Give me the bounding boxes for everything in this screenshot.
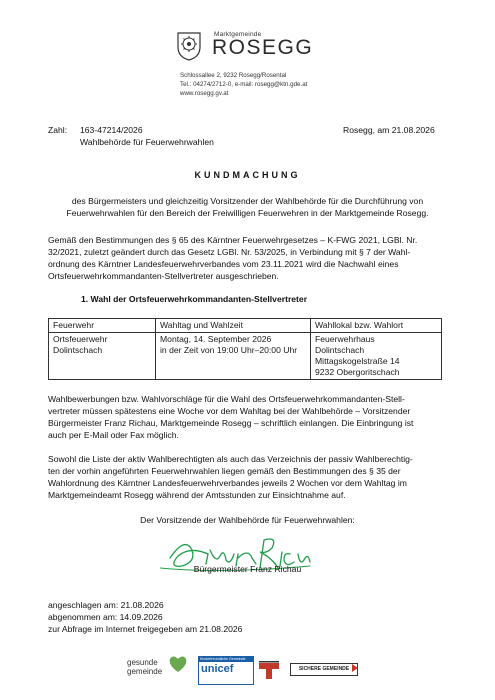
heart-icon — [167, 654, 189, 679]
cell-line: Montag, 14. September 2026 — [160, 334, 272, 344]
municipal-crest-icon — [176, 31, 202, 61]
authority-name: Wahlbehörde für Feuerwehrwahlen — [80, 137, 214, 147]
table-cell-wahltag — [156, 333, 311, 380]
shield-logo-icon — [258, 660, 280, 685]
paragraph-line: Sowohl die Liste der aktiv Wahlberechtigten als auch das Verzeichnis der passiv Wahlberechtig- — [48, 454, 413, 464]
paragraph-line: Marktgemeindeamt Rosegg während der Amtsstunden zur Einsichtnahme auf. — [48, 490, 346, 500]
paragraph-line: ten der vorhin angeführten Feuerwehrwahlen liegen gemäß den Bestimmungen des § 35 der — [48, 466, 401, 476]
paragraph-line: Bürgermeister Franz Richau, Marktgemeinde Rosegg – schriftlich einlangen. Die Einbringung ist — [48, 418, 414, 428]
table-row — [49, 333, 442, 380]
place-date: Rosegg, am 21.08.2026 — [343, 125, 435, 135]
table-header-cell: Feuerwehr — [49, 319, 156, 333]
cell-line: 9232 Obergoritschach — [315, 367, 400, 377]
table-header-cell: Wahltag und Wahlzeit — [156, 319, 311, 333]
org-type-label: Marktgemeinde — [214, 31, 262, 38]
table-cell-wahllokal — [311, 333, 442, 380]
cell-line: Mittagskogelstraße 14 — [315, 356, 400, 366]
cell-line: Dolintschach — [315, 345, 365, 355]
cell-line: Ortsfeuerwehr — [53, 334, 108, 344]
legal-paragraph-line: Gemäß den Bestimmungen des § 65 des Kärntner Feuerwehrgesetzes – K-FWG 2021, LGBl. Nr. — [48, 235, 418, 245]
legal-paragraph-line: Ortsfeuerwehrkommandanten-Stellvertreter ausgeschrieben. — [48, 271, 279, 281]
unicef-logo — [198, 656, 254, 685]
legal-paragraph-line: ordnung des Kärntner Landesfeuerwehrverbandes vom 23.11.2021 wird die Nachwahl eines — [48, 259, 399, 269]
table-cell-feuerwehr — [49, 333, 156, 380]
cell-line: Feuerwehrhaus — [315, 334, 375, 344]
section-heading: 1. Wahl der Ortsfeuerwehrkommandanten-Stellvertreter — [81, 294, 308, 304]
election-table — [48, 318, 442, 380]
address-line: Schlossallee 2, 9232 Rosegg/Rosental — [180, 72, 287, 79]
cell-line: Dolintschach — [53, 345, 103, 355]
sichere-gemeinde-badge: SICHERE GEMEINDE — [290, 663, 358, 676]
table-header-row — [49, 319, 442, 333]
paragraph-line: Wahlordnung des Kärntner Landesfeuerwehrverbandes jeweils 2 Wochen vor dem Wahltag im — [48, 478, 407, 488]
org-name: ROSEGG — [212, 36, 314, 59]
paragraph-line: vertreter müssen spätestens eine Woche vor dem Wahltag bei der Wahlbehörde – Vorsitzender — [48, 406, 411, 416]
unicef-name: unicef — [201, 663, 234, 675]
intro-line: des Bürgermeisters und gleichzeitig Vorsitzender der Wahlbehörde für die Durchführung von — [71, 196, 424, 206]
zahl-value: 163-47214/2026 — [80, 125, 143, 135]
paragraph-line: Wahlbewerbungen bzw. Wahlvorschläge für die Wahl des Ortsfeuerwehrkommandanten-Stell- — [48, 394, 405, 404]
badge-arrow-icon — [352, 664, 358, 672]
closing-line: Der Vorsitzende der Wahlbehörde für Feuerwehrwahlen: — [140, 515, 355, 525]
intro-line: Feuerwehrwahlen für den Bereich der Freiwilligen Feuerwehren in der Marktgemeinde Rosegg. — [66, 208, 429, 218]
posting-line: angeschlagen am: 21.08.2026 — [48, 600, 164, 610]
signatory-name: Bürgermeister Franz Richau — [193, 564, 302, 574]
gesunde-logo-text: gesunde — [127, 658, 158, 667]
gesunde-logo-text: gemeinde — [127, 667, 163, 676]
posting-line: abgenommen am: 14.09.2026 — [48, 612, 163, 622]
document-title: KUNDMACHUNG — [194, 170, 301, 180]
table-header-cell: Wahllokal bzw. Wahlort — [311, 319, 442, 333]
cell-line: in der Zeit von 19:00 Uhr–20:00 Uhr — [160, 345, 298, 355]
zahl-label: Zahl: — [48, 125, 68, 135]
posting-line: zur Abfrage im Internet freigegeben am 21.08.2026 — [48, 624, 243, 634]
unicef-small-text: Kinderfreundliche Gemeinde — [199, 657, 253, 662]
contact-line: Tel.: 04274/2712-0, e-mail: rosegg@ktn.gde.at — [180, 81, 308, 88]
website-line: www.rosegg.gv.at — [180, 90, 229, 97]
paragraph-line: auch per E-Mail oder Fax möglich. — [48, 430, 179, 440]
legal-paragraph-line: 32/2021, zuletzt geändert durch das Gesetz LGBl. Nr. 53/2025, in Verbindung mit § 7 der Wahl- — [48, 247, 411, 257]
